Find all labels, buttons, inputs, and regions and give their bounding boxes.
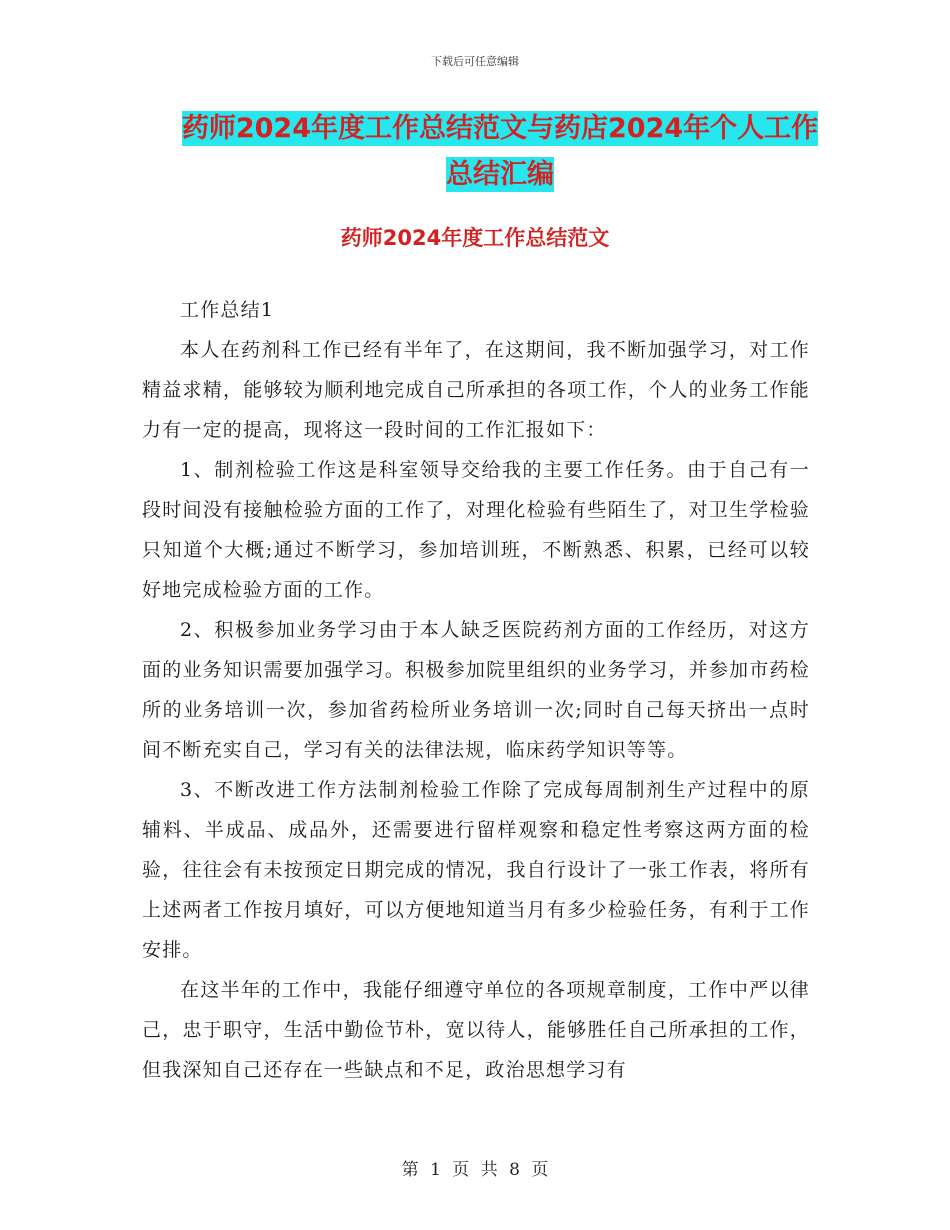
document-title	[140, 106, 860, 198]
document-body	[142, 290, 810, 1090]
page-header-note: 下载后可任意编辑	[431, 55, 519, 68]
paragraph: 2、积极参加业务学习由于本人缺乏医院药剂方面的工作经历，对这方面的业务知识需要加强学习。积极参加院里组织的业务学习，并参加市药检所的业务培训一次，参加省药检所业务培训一次;同时自己每天挤出一点时间不断充实自己，学习有关的法律法规，临床药学知识等等。	[142, 619, 810, 761]
paragraph-heading: 工作总结1	[180, 299, 275, 321]
paragraph: 在这半年的工作中，我能仔细遵守单位的各项规章制度，工作中严以律己，忠于职守，生活中勤俭节朴，宽以待人，能够胜任自己所承担的工作，但我深知自己还存在一些缺点和不足，政治思想学习有	[142, 979, 810, 1081]
section-title: 药师2024年度工作总结范文	[340, 226, 610, 250]
document-title-line-1: 药师2024年度工作总结范文与药店2024年个人工作	[181, 113, 819, 144]
paragraph: 3、不断改进工作方法制剂检验工作除了完成每周制剂生产过程中的原辅料、半成品、成品外，还需要进行留样观察和稳定性考察这两方面的检验，往往会有未按预定日期完成的情况，我自行设计了一张工作表，将所有上述两者工作按月填好，可以方便地知道当月有多少检验任务，有利于工作安排。	[142, 779, 810, 961]
paragraph: 1、制剂检验工作这是科室领导交给我的主要工作任务。由于自己有一段时间没有接触检验方面的工作了，对理化检验有些陌生了，对卫生学检验只知道个大概;通过不断学习，参加培训班，不断熟悉、积累，已经可以较好地完成检验方面的工作。	[142, 459, 810, 601]
document-title-line-2: 总结汇编	[446, 159, 554, 190]
page-number-footer: 第 1 页 共 8 页	[401, 1160, 549, 1180]
paragraph: 本人在药剂科工作已经有半年了，在这期间，我不断加强学习，对工作精益求精，能够较为顺利地完成自己所承担的各项工作，个人的业务工作能力有一定的提高，现将这一段时间的工作汇报如下：	[142, 339, 810, 441]
